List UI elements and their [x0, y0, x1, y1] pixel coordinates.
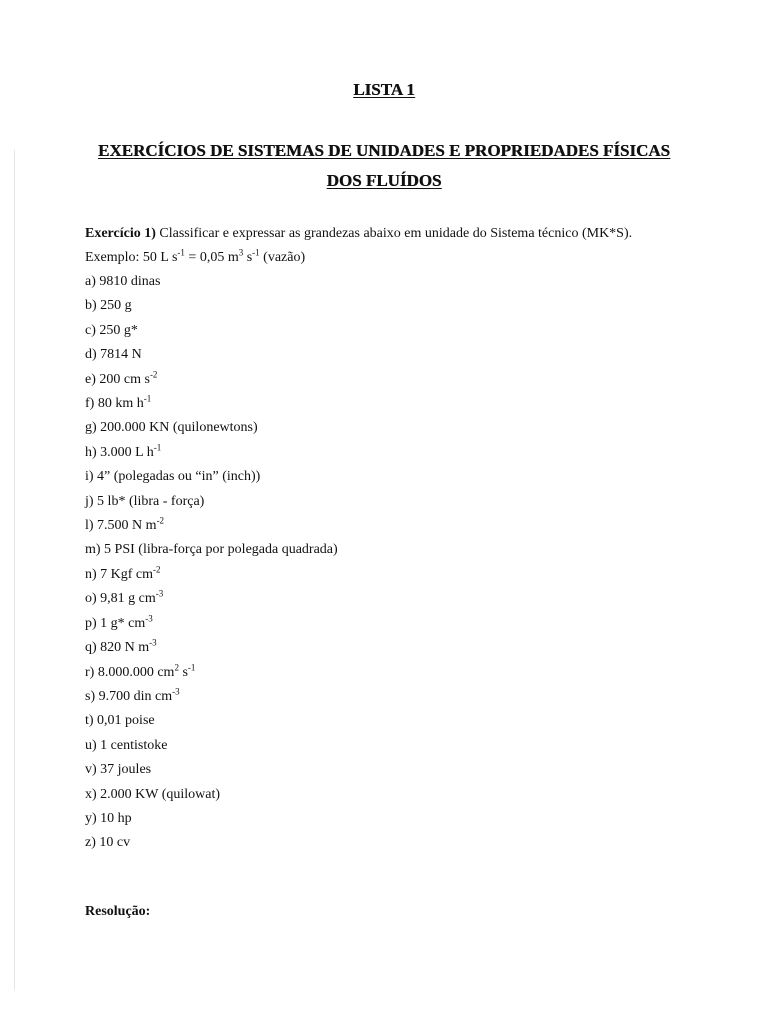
list-item	[85, 514, 685, 538]
item-exponent: -2	[149, 368, 158, 379]
subtitle-line-1: EXERCÍCIOS DE SISTEMAS DE UNIDADES E PROPRIEDADES FÍSICAS	[98, 141, 670, 160]
list-item	[85, 685, 685, 709]
subtitle-line-2: DOS FLUÍDOS	[326, 171, 442, 190]
item-text: g) 200.000 KN (quilonewtons)	[85, 420, 258, 436]
list-item	[85, 563, 685, 587]
exercise-label: Exercício 1)	[85, 226, 156, 241]
list-item	[85, 587, 685, 611]
list-item	[85, 783, 685, 807]
quantities-list	[85, 270, 685, 856]
page-title: LISTA 1	[353, 80, 415, 99]
item-text: c) 250 g*	[85, 322, 138, 338]
item-text: l) 7.500 N m	[85, 518, 157, 534]
example-part: s	[243, 250, 253, 266]
item-text: t) 0,01 poise	[85, 713, 155, 729]
example-part: Exemplo: 50 L s	[85, 250, 178, 266]
exercise-statement	[85, 222, 685, 246]
page-edge-divider	[14, 150, 15, 990]
list-item	[85, 612, 685, 636]
item-exponent: 2	[174, 661, 179, 672]
list-item	[85, 758, 685, 782]
list-item	[85, 465, 685, 489]
item-text: d) 7814 N	[85, 347, 142, 363]
item-text: f) 80 km h	[85, 396, 144, 412]
list-item	[85, 490, 685, 514]
list-item	[85, 709, 685, 733]
list-item	[85, 636, 685, 660]
item-text: z) 10 cv	[85, 835, 131, 851]
list-item	[85, 368, 685, 392]
example-exponent: -1	[177, 247, 185, 258]
item-text: r) 8.000.000 cm	[85, 664, 175, 680]
list-item	[85, 734, 685, 758]
example-exponent: -1	[252, 247, 260, 258]
item-exponent: -2	[153, 564, 161, 575]
item-text: n) 7 Kgf cm	[85, 566, 154, 582]
item-exponent: -3	[145, 613, 153, 624]
example-exponent: 3	[238, 247, 244, 258]
item-text: s	[178, 664, 188, 680]
item-text: a) 9810 dinas	[85, 274, 161, 289]
item-text: e) 200 cm s	[85, 371, 150, 387]
list-item	[85, 661, 685, 685]
list-item	[85, 831, 685, 855]
list-item	[85, 343, 685, 367]
item-text: u) 1 centistoke	[85, 737, 168, 753]
example-part: (vazão)	[259, 250, 306, 266]
document-subtitle	[60, 136, 708, 196]
list-item	[85, 270, 685, 294]
item-exponent: -1	[143, 393, 152, 404]
list-item	[85, 294, 685, 318]
list-item	[85, 807, 685, 831]
exercise-text: Classificar e expressar as grandezas abaixo em unidade do Sistema técnico (MK*S).	[155, 226, 633, 241]
item-text: m) 5 PSI (libra-força por polegada quadrada)	[85, 542, 338, 558]
item-exponent: -3	[172, 686, 180, 697]
item-text: s) 9.700 din cm	[85, 688, 173, 704]
item-exponent: -1	[187, 661, 196, 672]
list-item	[85, 416, 685, 440]
item-text: b) 250 g	[85, 298, 132, 314]
item-text: j) 5 lb* (libra - força)	[85, 493, 205, 509]
example-part: = 0,05 m	[184, 250, 239, 266]
list-item	[85, 392, 685, 416]
item-text: p) 1 g* cm	[85, 615, 146, 631]
item-exponent: -2	[156, 515, 165, 526]
item-text: v) 37 joules	[85, 762, 152, 778]
item-exponent: -1	[153, 442, 162, 453]
list-item	[85, 319, 685, 343]
list-item	[85, 441, 685, 465]
item-text: h) 3.000 L h	[85, 444, 154, 460]
example-line	[85, 246, 685, 270]
item-text: o) 9,81 g cm	[85, 591, 156, 607]
item-text: i) 4” (polegadas ou “in” (inch))	[85, 469, 261, 485]
item-exponent: -3	[155, 588, 164, 599]
resolution-heading: Resolução:	[85, 904, 151, 919]
list-item	[85, 538, 685, 562]
exercise-intro	[85, 222, 685, 271]
item-text: q) 820 N m	[85, 640, 150, 656]
item-text: x) 2.000 KW (quilowat)	[85, 786, 221, 802]
item-text: y) 10 hp	[85, 810, 132, 826]
item-exponent: -3	[149, 637, 157, 648]
